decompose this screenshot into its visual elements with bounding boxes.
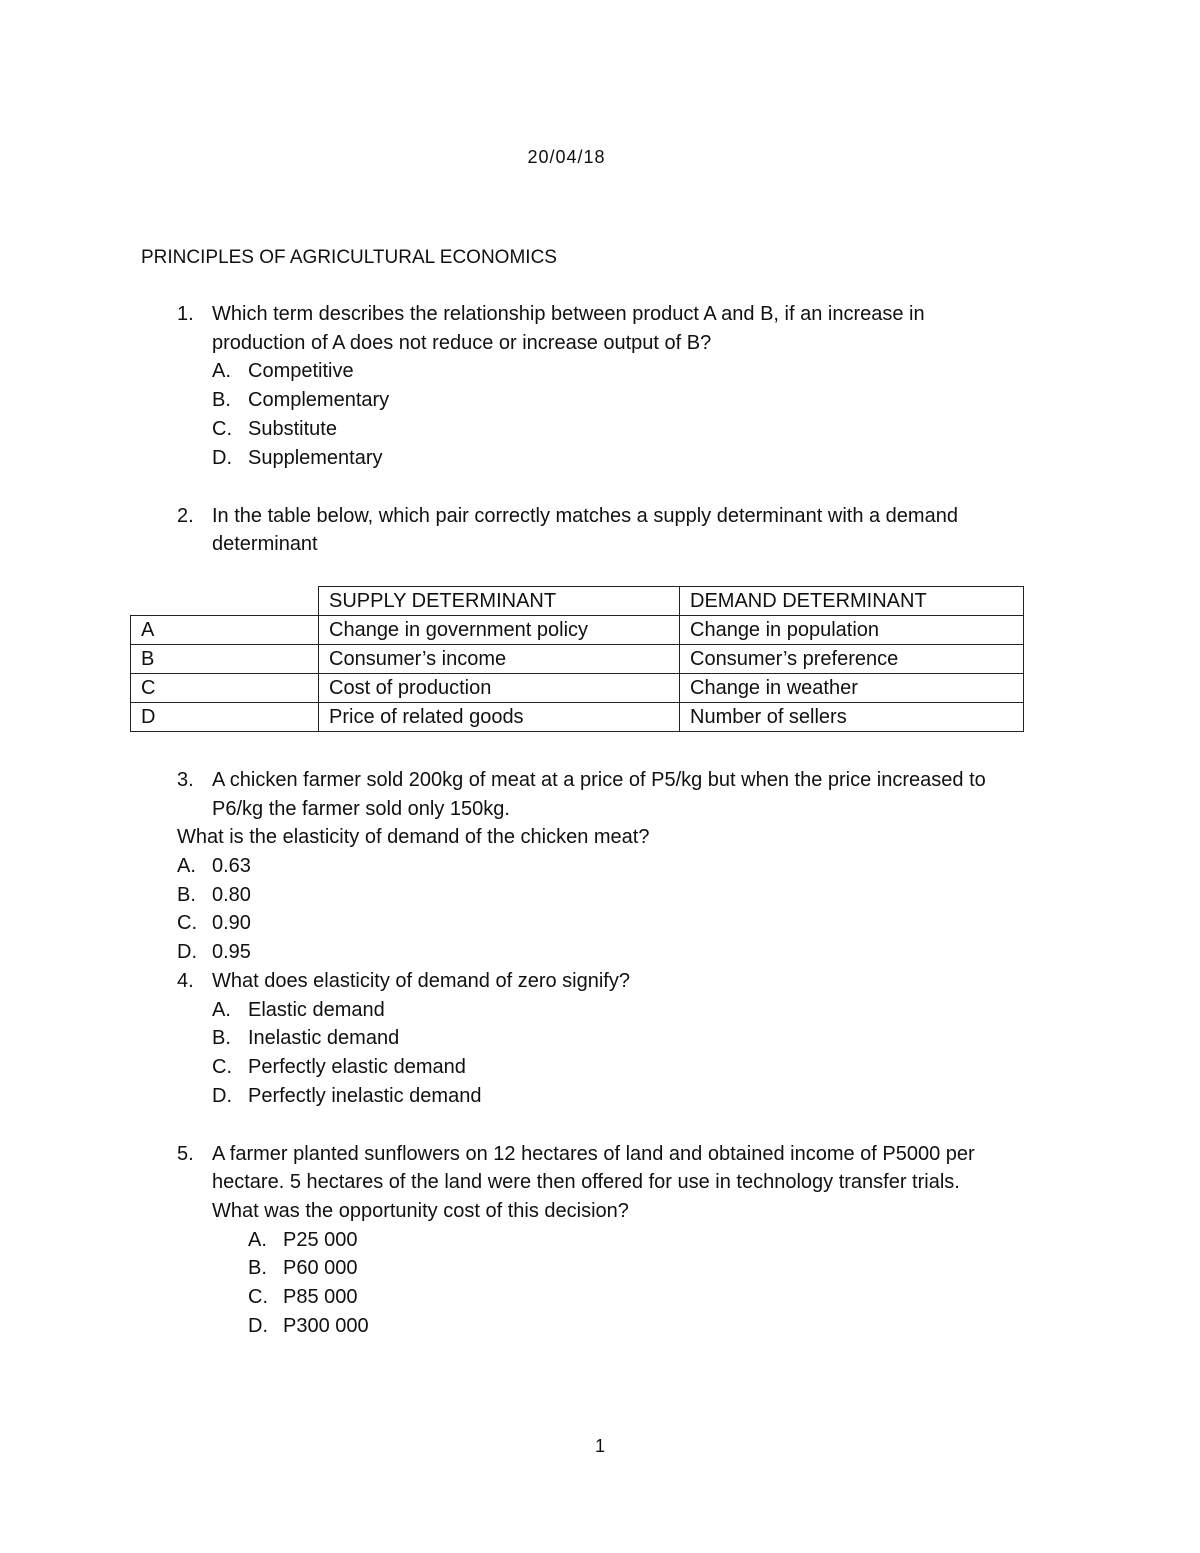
question-number: 3. [177,769,194,791]
page-number: 1 [594,1436,605,1456]
table-cell: Change in government policy [319,616,680,645]
option-letter: A. [212,999,231,1021]
option-text: P60 000 [283,1257,358,1279]
question-text-line: determinant [212,533,318,555]
table-cell: Change in population [680,616,1024,645]
option-text: Inelastic demand [248,1027,400,1049]
option-letter: A. [212,360,231,382]
question-text-line: In the table below, which pair correctly matches a supply determinant with a demand [212,505,958,527]
question-text-line: What does elasticity of demand of zero signify? [212,970,630,992]
question-text-line: What is the elasticity of demand of the chicken meat? [177,826,650,848]
table-header-cell: SUPPLY DETERMINANT [319,587,680,616]
option-letter: B. [212,389,231,411]
option-text: Complementary [248,389,390,411]
option-letter: B. [248,1257,267,1279]
table-cell: C [131,674,319,703]
table-cell: Consumer’s preference [680,645,1024,674]
option-letter: D. [248,1315,268,1337]
option-text: Perfectly elastic demand [248,1056,466,1078]
table-cell: B [131,645,319,674]
question-text-line: A farmer planted sunflowers on 12 hectares of land and obtained income of P5000 per [212,1143,975,1165]
option-text: 0.63 [212,855,251,877]
question-text-line: A chicken farmer sold 200kg of meat at a price of P5/kg but when the price increased to [212,769,986,791]
option-letter: B. [212,1027,231,1049]
question-text-line: production of A does not reduce or increase output of B? [212,332,712,354]
table-header-cell [131,587,319,616]
question-text-line: P6/kg the farmer sold only 150kg. [212,798,510,820]
table-row [131,645,1024,674]
table-row [131,616,1024,645]
question-text-line: hectare. 5 hectares of the land were then offered for use in technology transfer trials. [212,1171,960,1193]
table-row [131,674,1024,703]
option-letter: C. [248,1286,268,1308]
option-letter: C. [212,418,232,440]
option-letter: D. [177,941,197,963]
table-cell: A [131,616,319,645]
option-text: Perfectly inelastic demand [248,1085,482,1107]
question-number: 2. [177,505,194,527]
option-letter: A. [248,1229,267,1251]
table-header-row [131,587,1024,616]
table-cell: Consumer’s income [319,645,680,674]
table-cell: Number of sellers [680,703,1024,732]
determinant-table [130,586,1024,732]
table-header-cell: DEMAND DETERMINANT [680,587,1024,616]
option-text: Supplementary [248,447,383,469]
option-text: P85 000 [283,1286,358,1308]
table-row [131,703,1024,732]
question-text-line: What was the opportunity cost of this decision? [212,1200,629,1222]
option-letter: D. [212,1085,232,1107]
option-text: 0.95 [212,941,251,963]
option-text: Elastic demand [248,999,385,1021]
option-text: 0.80 [212,884,251,906]
option-text: Substitute [248,418,337,440]
option-letter: B. [177,884,196,906]
option-letter: C. [212,1056,232,1078]
question-number: 4. [177,970,194,992]
document-title: PRINCIPLES OF AGRICULTURAL ECONOMICS [141,247,557,268]
question-number: 1. [177,303,194,325]
question-number: 5. [177,1143,194,1165]
question-text-line: Which term describes the relationship between product A and B, if an increase in [212,303,925,325]
option-text: Competitive [248,360,354,382]
option-letter: A. [177,855,196,877]
option-text: P300 000 [283,1315,369,1337]
table-cell: D [131,703,319,732]
option-letter: C. [177,912,197,934]
option-text: 0.90 [212,912,251,934]
table-cell: Change in weather [680,674,1024,703]
table-cell: Cost of production [319,674,680,703]
table-cell: Price of related goods [319,703,680,732]
document-date: 20/04/18 [527,147,606,167]
option-text: P25 000 [283,1229,358,1251]
option-letter: D. [212,447,232,469]
